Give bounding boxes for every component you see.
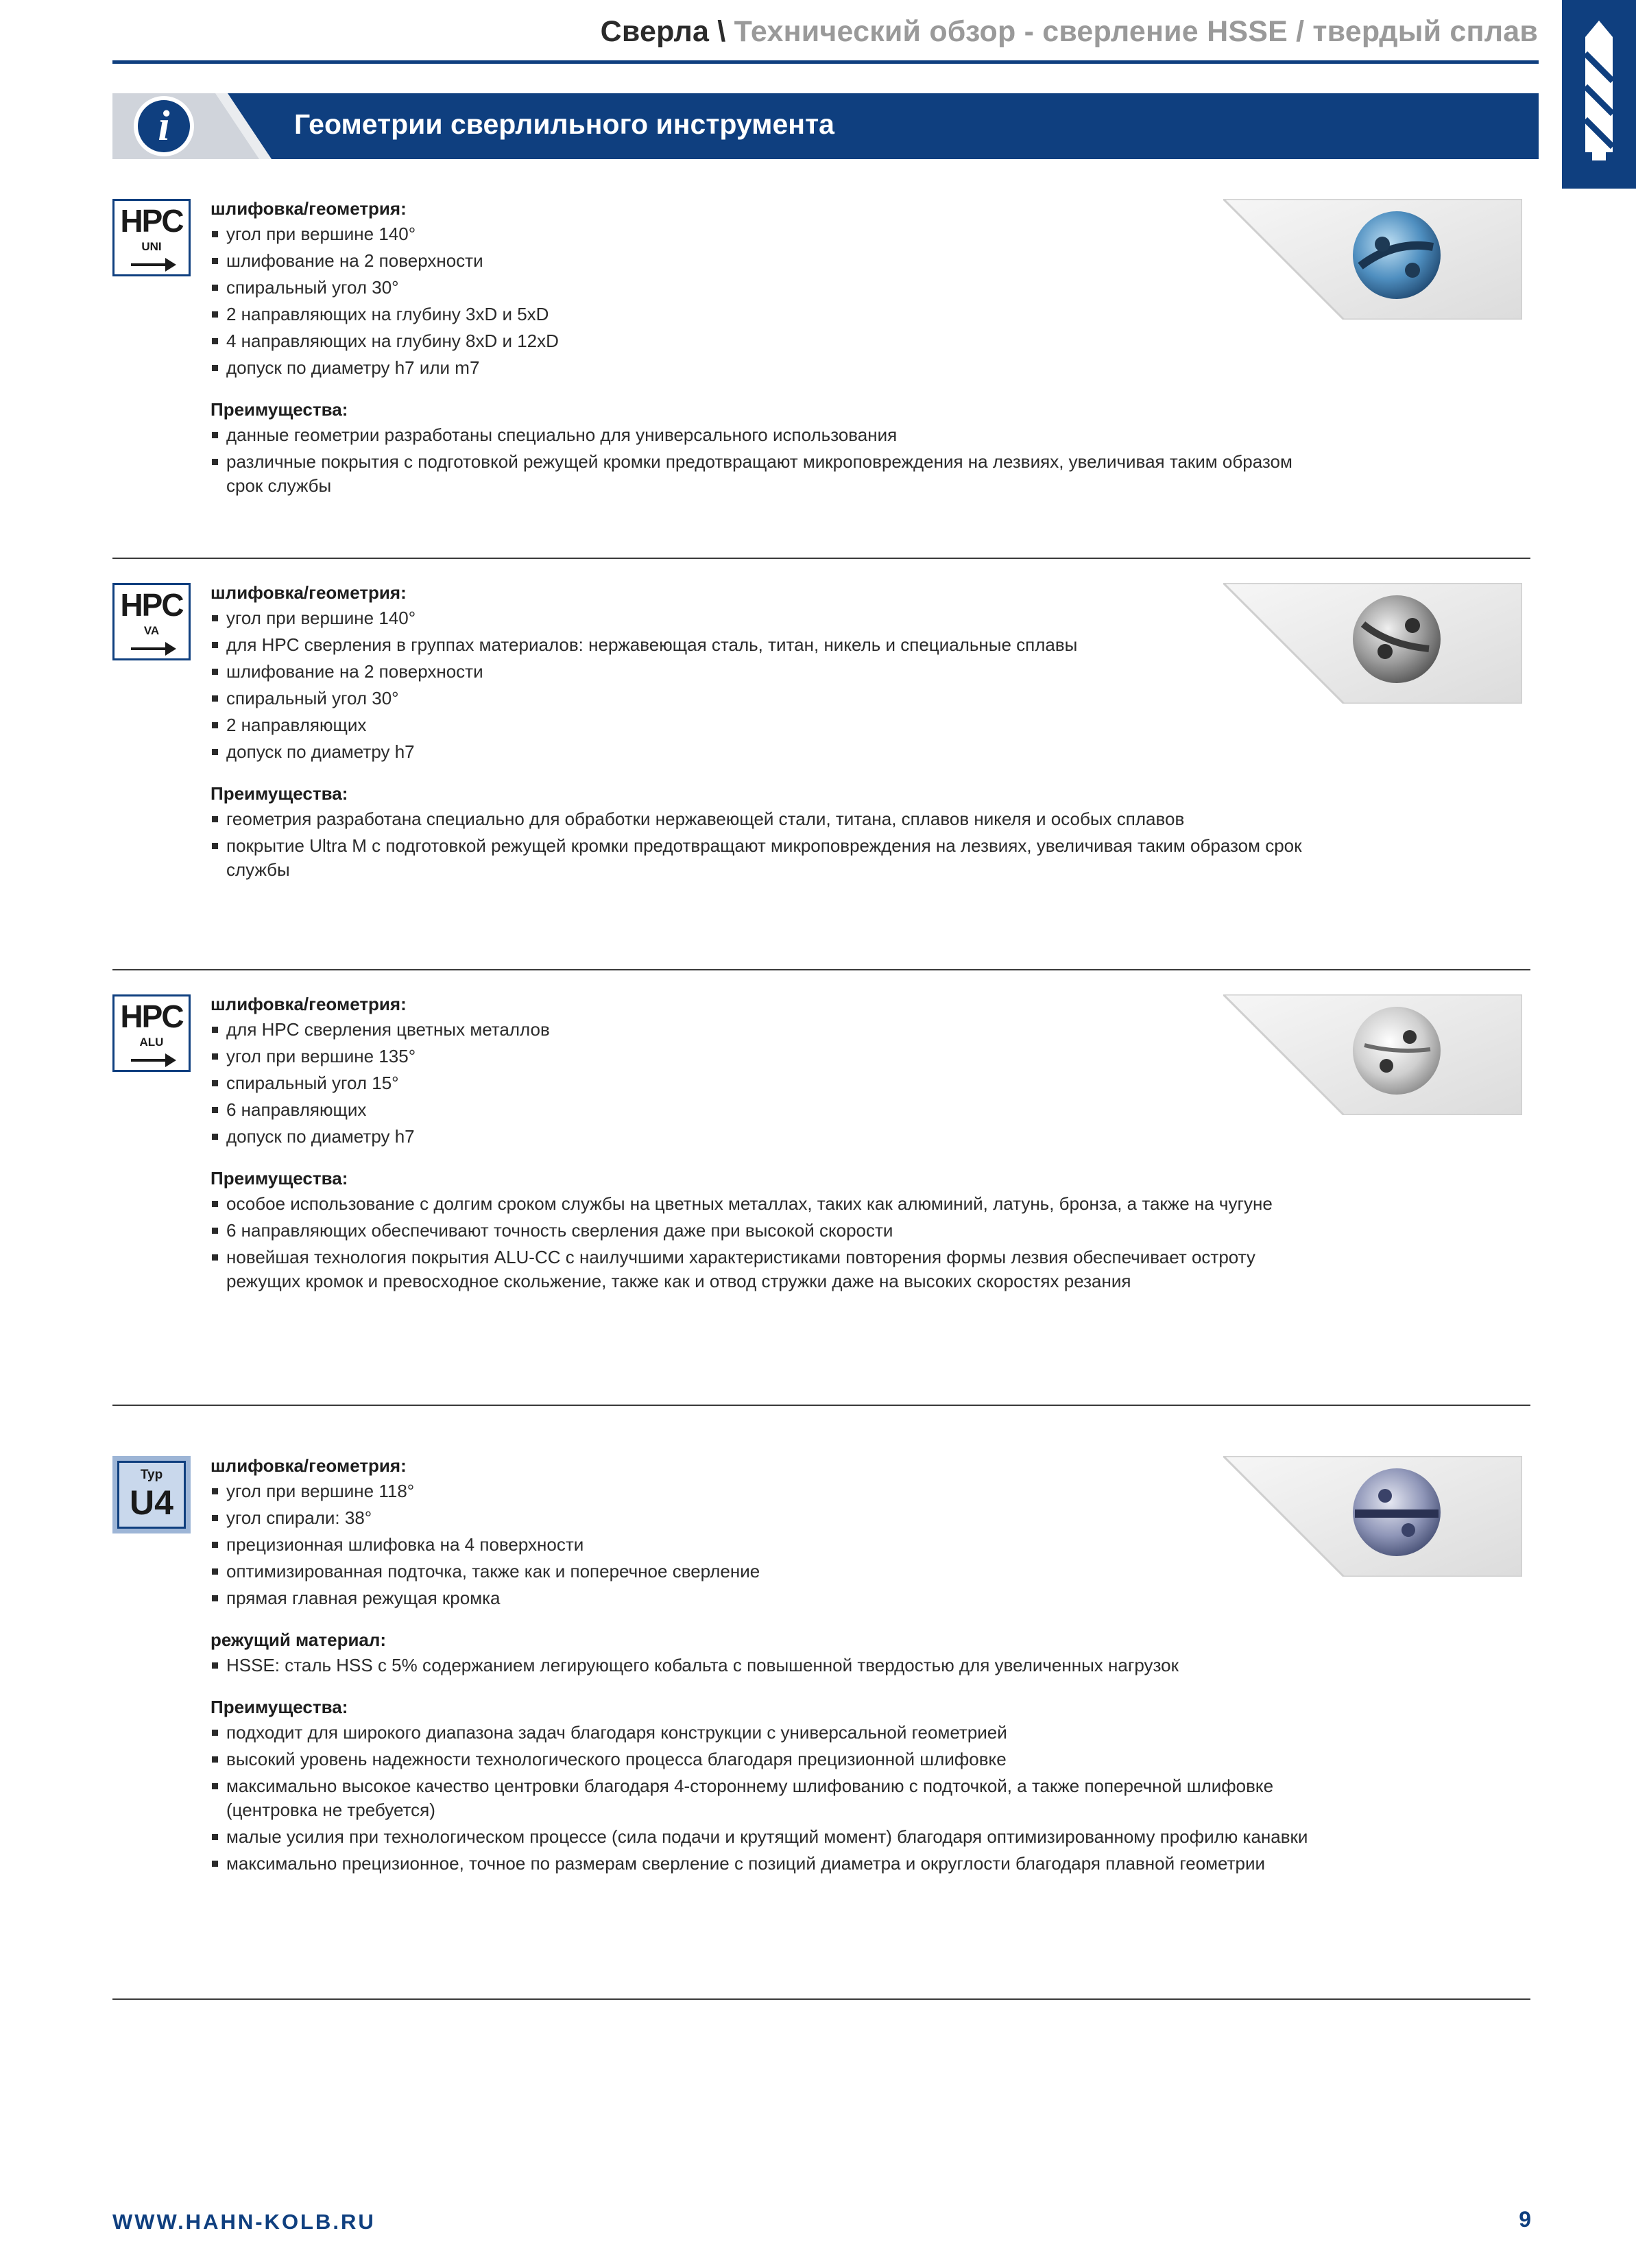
list-item: 4 направляющих на глубину 8xD и 12xD: [210, 329, 1321, 353]
group-heading: Преимущества:: [210, 399, 348, 420]
drill-tip-image: [1223, 1456, 1522, 1577]
badge-sub-text: VA: [143, 624, 160, 637]
list-item: допуск по диаметру h7 или m7: [210, 356, 1321, 380]
banner-title: Геометрии сверлильного инструмента: [294, 108, 834, 140]
list-item: угол при вершине 135°: [210, 1045, 1321, 1069]
header-category: Сверла: [600, 15, 710, 48]
group-heading: шлифовка/геометрия:: [210, 582, 407, 603]
section-divider: [112, 1405, 1530, 1406]
page-number: 9: [1519, 2207, 1531, 2232]
group-heading: режущий материал:: [210, 1630, 387, 1650]
badge-main-text: U4: [130, 1483, 173, 1522]
list-item: прецизионная шлифовка на 4 поверхности: [210, 1533, 1321, 1557]
list-item: спиральный угол 15°: [210, 1071, 1321, 1095]
badge-sub-text: UNI: [141, 240, 162, 253]
badge-main-text: HPC: [120, 587, 183, 623]
advantages-list: [210, 1721, 1321, 1876]
badge-typ-u4: [112, 1456, 191, 1533]
group-heading: Преимущества:: [210, 783, 348, 804]
list-item: оптимизированная подточка, также как и поперечное сверление: [210, 1560, 1321, 1584]
drill-tip-image: [1223, 994, 1522, 1115]
section-content: [210, 991, 1321, 1310]
page-header-title: [601, 15, 1538, 49]
arrow-right-icon: [130, 256, 178, 274]
badge-hpc-alu: [112, 994, 191, 1072]
list-item: спиральный угол 30°: [210, 687, 1321, 711]
advantages-list: [210, 807, 1321, 882]
header-rule: [112, 60, 1539, 64]
list-item: подходит для широкого диапазона задач благодаря конструкции с универсальной геометрией: [210, 1721, 1321, 1745]
list-item: особое использование с долгим сроком службы на цветных металлах, таких как алюминий, латунь, бронза, а также на чугуне: [210, 1192, 1321, 1216]
list-item: угол при вершине 140°: [210, 222, 1321, 246]
list-item: допуск по диаметру h7: [210, 1125, 1321, 1149]
header-subtitle: Технический обзор - сверление HSSE / твердый сплав: [734, 15, 1538, 48]
side-tab: [1562, 0, 1636, 189]
list-item: угол спирали: 38°: [210, 1506, 1321, 1530]
section-banner: [112, 93, 1539, 159]
group-heading: Преимущества:: [210, 1168, 348, 1189]
section-divider: [112, 1998, 1530, 2000]
list-item: 6 направляющих: [210, 1098, 1321, 1122]
group-heading: Преимущества:: [210, 1697, 348, 1717]
list-item: для HPC сверления цветных металлов: [210, 1018, 1321, 1042]
list-item: высокий уровень надежности технологического процесса благодаря прецизионной шлифовке: [210, 1747, 1321, 1771]
advantages-list: [210, 423, 1321, 498]
feature-list: [210, 222, 1321, 380]
drill-tip-image: [1223, 199, 1522, 320]
list-item: различные покрытия с подготовкой режущей кромки предотвращают микроповреждения на лезвиях, увеличивая таким образом срок службы: [210, 450, 1321, 498]
list-item: 2 направляющих: [210, 713, 1321, 737]
group-heading: шлифовка/геометрия:: [210, 198, 407, 219]
material-list: [210, 1654, 1321, 1678]
badge-hpc-uni: [112, 199, 191, 276]
badge-sub-text: ALU: [139, 1036, 164, 1049]
list-item: для HPC сверления в группах материалов: нержавеющая сталь, титан, никель и специальные сплавы: [210, 633, 1321, 657]
list-item: шлифование на 2 поверхности: [210, 249, 1321, 273]
section-content: [210, 195, 1321, 514]
list-item: покрытие Ultra M с подготовкой режущей кромки предотвращают микроповреждения на лезвиях, увеличивая таким образом срок службы: [210, 834, 1321, 882]
feature-list: [210, 1479, 1321, 1610]
header-separator: \: [717, 15, 726, 48]
list-item: максимально высокое качество центровки благодаря 4-стороннему шлифованию с подточкой, а также поперечной шлифовке (центровка не требуется): [210, 1774, 1321, 1822]
list-item: прямая главная режущая кромка: [210, 1586, 1321, 1610]
advantages-list: [210, 1192, 1321, 1293]
list-item: новейшая технология покрытия ALU-CC с наилучшими характеристиками повторения формы лезвия обеспечивает остроту режущих кромок и превосходное скольжение, также как и отвод стружки даже на высоких скоростях резания: [210, 1245, 1321, 1293]
badge-hpc-va: [112, 583, 191, 660]
list-item: спиральный угол 30°: [210, 276, 1321, 300]
list-item: допуск по диаметру h7: [210, 740, 1321, 764]
arrow-right-icon: [130, 640, 178, 658]
list-item: шлифование на 2 поверхности: [210, 660, 1321, 684]
list-item: угол при вершине 118°: [210, 1479, 1321, 1503]
list-item: HSSE: сталь HSS с 5% содержанием легирующего кобальта с повышенной твердостью для увеличенных нагрузок: [210, 1654, 1321, 1678]
group-heading: шлифовка/геометрия:: [210, 994, 407, 1014]
list-item: малые усилия при технологическом процессе (сила подачи и крутящий момент) благодаря оптимизированному профилю канавки: [210, 1825, 1321, 1849]
footer-url: WWW.HAHN-KOLB.RU: [112, 2210, 376, 2234]
list-item: данные геометрии разработаны специально для универсального использования: [210, 423, 1321, 447]
drill-tip-image: [1223, 583, 1522, 704]
badge-main-text: HPC: [120, 999, 183, 1034]
list-item: 2 направляющих на глубину 3xD и 5xD: [210, 302, 1321, 326]
list-item: 6 направляющих обеспечивают точность сверления даже при высокой скорости: [210, 1219, 1321, 1243]
info-icon: i: [158, 103, 170, 150]
list-item: максимально прецизионное, точное по размерам сверление с позиций диаметра и округлости благодаря плавной геометрии: [210, 1852, 1321, 1876]
badge-small-text: Typ: [140, 1468, 163, 1482]
section-divider: [112, 558, 1530, 559]
feature-list: [210, 606, 1321, 764]
section-content: [210, 1453, 1321, 1892]
section-content: [210, 580, 1321, 898]
arrow-right-icon: [130, 1051, 178, 1069]
list-item: геометрия разработана специально для обработки нержавеющей стали, титана, сплавов никеля и особых сплавов: [210, 807, 1321, 831]
section-divider: [112, 969, 1530, 970]
list-item: угол при вершине 140°: [210, 606, 1321, 630]
badge-main-text: HPC: [120, 203, 183, 239]
group-heading: шлифовка/геометрия:: [210, 1455, 407, 1476]
drill-icon: [1581, 18, 1617, 162]
feature-list: [210, 1018, 1321, 1149]
